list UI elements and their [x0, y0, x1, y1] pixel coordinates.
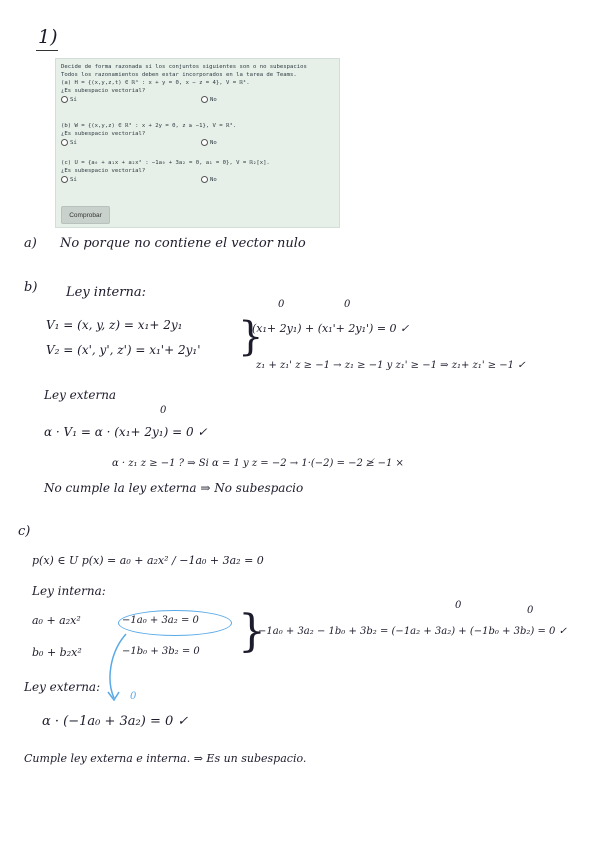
c-arrow-icon [104, 632, 144, 710]
part-a-si-radio[interactable] [61, 96, 77, 103]
radio-label: Sí [70, 139, 77, 146]
part-a-no-radio[interactable] [201, 96, 217, 103]
part-c-options [61, 176, 331, 184]
c-brace: } [238, 606, 266, 657]
c-conclusion: Cumple ley externa e interna. ⇒ Es un subespacio. [24, 752, 307, 765]
problem-number: 1) [38, 26, 58, 48]
part-b-si-radio[interactable] [61, 139, 77, 146]
part-b-question: ¿Es subespacio vectorial? [61, 131, 146, 137]
b-zero-mark: 0 [344, 299, 351, 310]
c-sum-expression: −1a₀ + 3a₂ − 1b₀ + 3b₂ = (−1a₂ + 3a₂) + (−1b₀ + 3b₂) = 0 ✓ [258, 626, 567, 637]
part-a-options [61, 96, 331, 104]
c-ley-externa-heading: Ley externa: [24, 680, 101, 694]
b-external-counterexample: α · z₁ z ≥ −1 ? ⇒ Si α = 1 y z = −2 → 1·(−2) = −2 ≱ −1 × [112, 458, 404, 469]
radio-circle-icon [201, 176, 208, 183]
part-b-statement: (b) W = {(x,y,z) ∈ ℝ³ : x + 2y = 0, z ≥ −1}, V = ℝ³. [61, 123, 237, 129]
radio-circle-icon [61, 139, 68, 146]
part-a-statement: (a) H = {(x,y,z,t) ∈ ℝ⁴ : x + y = 0, x − z = 4}, V = ℝ⁴. [61, 80, 250, 86]
part-b-no-radio[interactable] [201, 139, 217, 146]
problem-number-underline [36, 50, 58, 51]
b-vector-2: V₂ = (x', y', z') = x₁'+ 2y₁' [46, 343, 201, 357]
b-external-law: α · V₁ = α · (x₁+ 2y₁) = 0 ✓ [44, 425, 208, 439]
radio-circle-icon [61, 176, 68, 183]
question-intro: Decide de forma razonada si los conjuntos siguientes son o no subespacios [61, 64, 307, 70]
b-brace: } [238, 314, 264, 360]
b-ley-externa-heading: Ley externa [44, 388, 117, 402]
radio-circle-icon [201, 139, 208, 146]
c-poly-1: a₀ + a₂x² [32, 614, 81, 627]
radio-label: No [210, 139, 217, 146]
radio-label: Sí [70, 176, 77, 183]
radio-label: No [210, 96, 217, 103]
answer-a-text: No porque no contiene el vector nulo [60, 236, 306, 251]
part-c-question: ¿Es subespacio vectorial? [61, 168, 146, 174]
part-a-question: ¿Es subespacio vectorial? [61, 88, 146, 94]
radio-circle-icon [201, 96, 208, 103]
c-external-law: α · (−1a₀ + 3a₂) = 0 ✓ [42, 714, 189, 729]
c-polynomial-definition: p(x) ∈ U p(x) = a₀ + a₂x² / −1a₀ + 3a₂ = 0 [32, 554, 264, 567]
radio-label: Sí [70, 96, 77, 103]
b-sum-expression: (x₁+ 2y₁) + (x₁'+ 2y₁') = 0 ✓ [252, 322, 410, 335]
c-poly-2: b₀ + b₂x² [32, 646, 82, 659]
question-box [55, 58, 340, 228]
part-c-si-radio[interactable] [61, 176, 77, 183]
b-vector-1: V₁ = (x, y, z) = x₁+ 2y₁ [46, 318, 183, 332]
c-zero-mark: 0 [130, 691, 137, 702]
c-condition-2: −1b₀ + 3b₂ = 0 [122, 646, 200, 657]
c-ley-interna-heading: Ley interna: [32, 584, 106, 598]
b-z-condition: z₁ + z₁' z ≥ −1 → z₁ ≥ −1 y z₁' ≥ −1 ⇒ z₁+ z₁' ≥ −1 ✓ [256, 360, 526, 371]
b-zero-mark: 0 [278, 299, 285, 310]
b-conclusion: No cumple la ley externa ⇒ No subespacio [44, 481, 304, 495]
b-zero-mark: 0 [160, 405, 167, 416]
part-c-no-radio[interactable] [201, 176, 217, 183]
answer-c-label: c) [18, 524, 31, 539]
question-instructions: Todos los razonamientos deben estar incorporados en la tarea de Teams. [61, 72, 297, 78]
answer-a-label: a) [24, 236, 37, 251]
part-c-statement: (c) U = {a₀ + a₁x + a₂x² : −1a₀ + 3a₂ = 0, a₁ = 0}, V = ℝ₂[x]. [61, 160, 270, 166]
c-zero-mark: 0 [527, 605, 534, 616]
radio-circle-icon [61, 96, 68, 103]
c-zero-mark: 0 [455, 600, 462, 611]
radio-label: No [210, 176, 217, 183]
part-b-options [61, 139, 331, 147]
c-condition-1: −1a₀ + 3a₂ = 0 [122, 615, 199, 626]
b-ley-interna-heading: Ley interna: [66, 285, 146, 300]
check-button[interactable]: Comprobar [61, 206, 110, 224]
answer-b-label: b) [24, 280, 38, 295]
